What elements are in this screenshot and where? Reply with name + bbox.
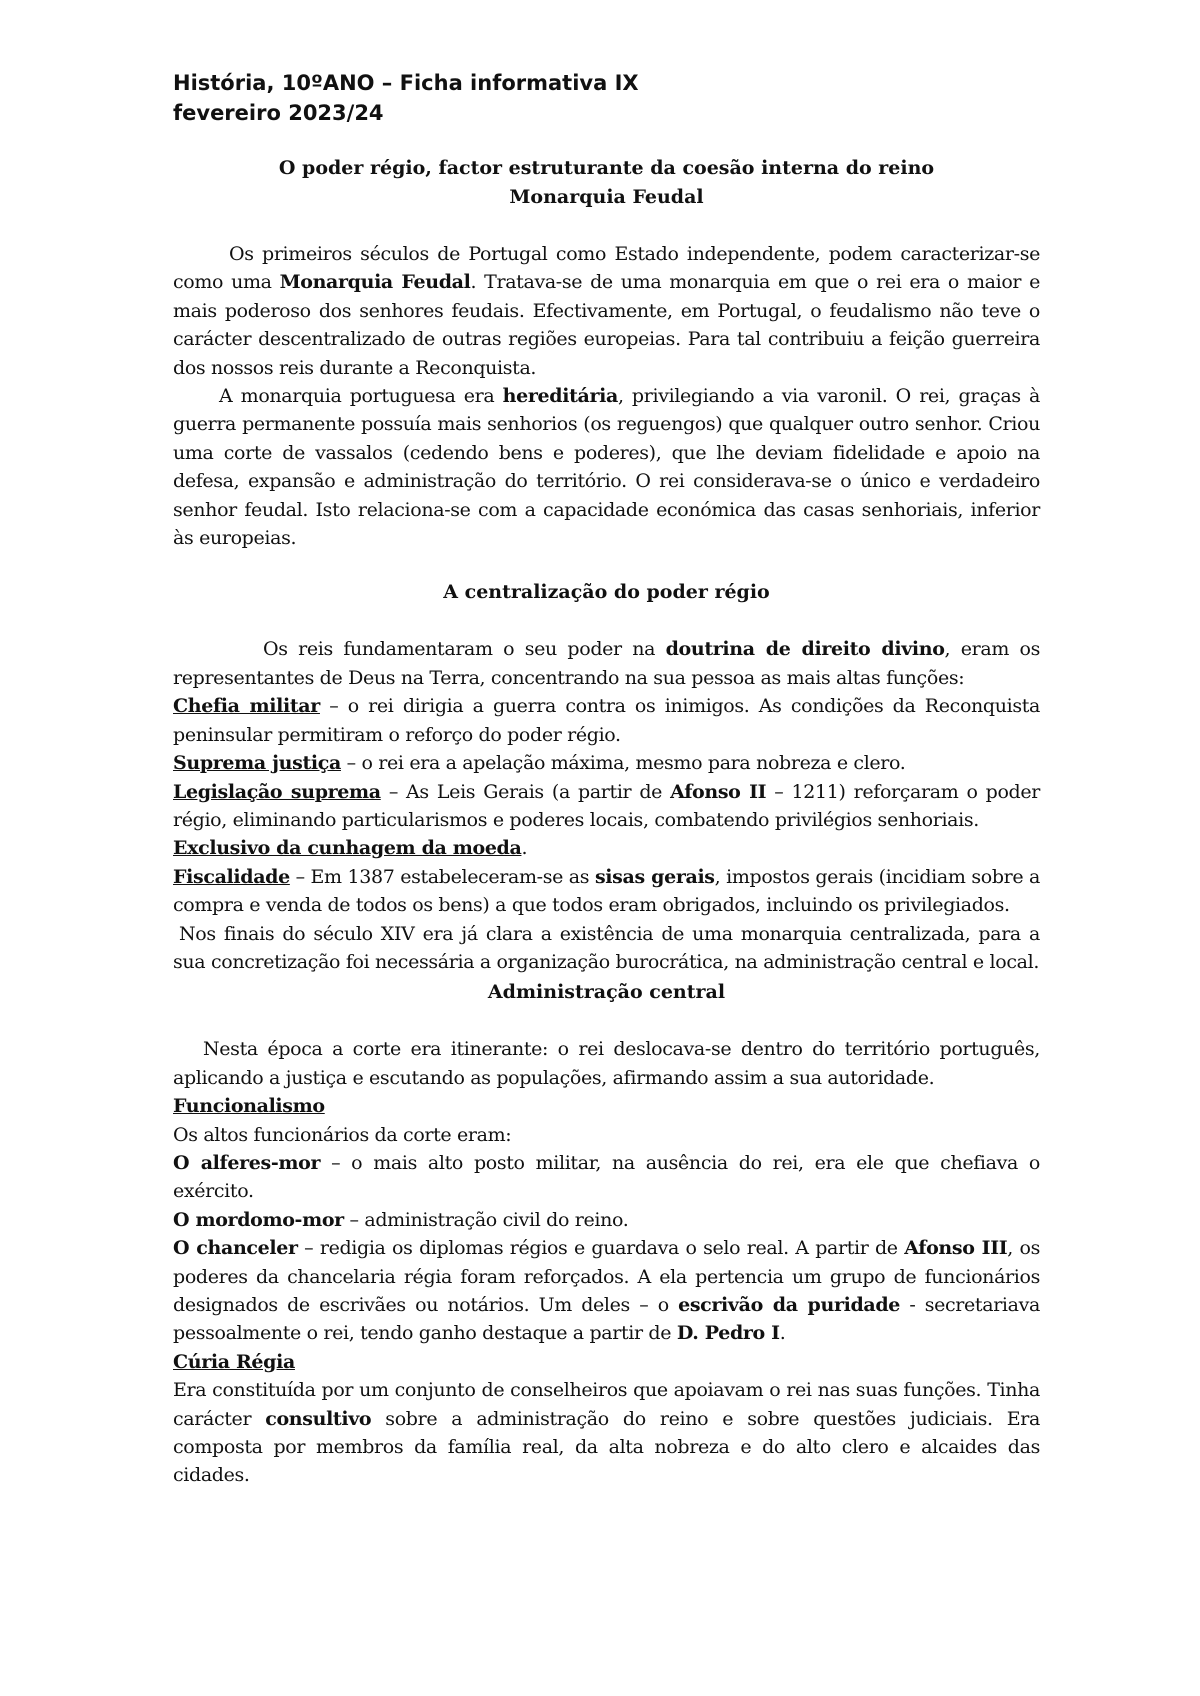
- item-legislacao-suprema: [173, 778, 1040, 835]
- item-chefia-militar: [173, 692, 1040, 749]
- alferes-text: – o mais alto posto militar, na ausência do rei, era ele que chefiava o exército.: [173, 1151, 1041, 1203]
- curia-text-b: sobre a administração do reino e sobre questões judiciais. Era composta por membros da família real, da alta nobreza e do alto clero e alcaides das cidades.: [173, 1407, 1040, 1487]
- chanceler-label: O chanceler: [173, 1237, 298, 1260]
- intro-p2-bold: hereditária: [502, 385, 618, 408]
- funcionalismo-heading: [173, 1092, 1040, 1120]
- intro-p1-bold: Monarquia Feudal: [279, 271, 471, 294]
- moeda-label: Exclusivo da cunhagem da moeda: [173, 837, 522, 860]
- title-line-2: Monarquia Feudal: [509, 186, 704, 208]
- mordomo-text: – administração civil do reino.: [343, 1208, 629, 1231]
- justica-label: Suprema justiça: [173, 752, 341, 775]
- title-line-1: O poder régio, factor estruturante da coesão interna do reino: [278, 157, 935, 179]
- fiscal-text-a: – Em 1387 estabeleceram-se as: [289, 865, 595, 888]
- justica-text: – o rei era a apelação máxima, mesmo para nobreza e clero.: [340, 752, 906, 775]
- intro-p1-text-c: . Tratava-se de uma monarquia em que o rei era o maior e mais poderoso dos senhores feudais. Efectivamente, em Portugal, o feudalismo não teve o carácter descentralizado de outras regiões europeias. Para tal contribuiu a feição guerreira dos nossos reis durante a Reconquista.: [173, 271, 1041, 379]
- curia-text-a: Era constituída por um conjunto de conselheiros que apoiavam o rei nas suas funções. Tinha carácter: [173, 1379, 1040, 1430]
- item-alferes-mor: [173, 1149, 1040, 1206]
- section-title: [173, 154, 1040, 212]
- administracao-intro: [173, 1035, 1040, 1092]
- fiscal-sisas: sisas gerais: [594, 865, 715, 888]
- legislacao-text-a: – As Leis Gerais (a partir de: [380, 780, 671, 803]
- centralizacao-intro-bold: doutrina de direito divino: [665, 638, 945, 661]
- legislacao-text-b: – 1211) reforçaram o poder régio, eliminando particularismos e poderes locais, combatendo privilégios senhoriais.: [173, 780, 1040, 831]
- heading-administracao: Administração central: [487, 981, 726, 1004]
- curia-label: Cúria Régia: [173, 1350, 295, 1373]
- legislacao-afonso: Afonso II: [670, 780, 767, 803]
- chefia-label: Chefia militar: [173, 695, 320, 718]
- chanceler-pedro: D. Pedro I: [676, 1322, 780, 1345]
- header-line-1: História, 10ºANO – Ficha informativa IX: [173, 71, 639, 95]
- intro-p2-text-a: A monarquia portuguesa era: [219, 385, 503, 408]
- item-suprema-justica: [173, 749, 1040, 777]
- administracao-intro-text: Nesta época a corte era itinerante: o rei deslocava-se dentro do território português, aplicando a justiça e escutando as populações, afirmando assim a sua autoridade.: [173, 1038, 1040, 1089]
- chanceler-afonso: Afonso III: [904, 1237, 1008, 1260]
- curia-consultivo: consultivo: [265, 1407, 372, 1430]
- item-cunhagem-moeda: [173, 834, 1040, 862]
- curia-paragraph: [173, 1376, 1040, 1490]
- centralizacao-intro-a: Os reis fundamentaram o seu poder na: [263, 638, 666, 661]
- moeda-dot: .: [521, 837, 528, 860]
- legislacao-label: Legislação suprema: [173, 780, 381, 803]
- item-fiscalidade: [173, 863, 1040, 920]
- funcionalismo-label: Funcionalismo: [173, 1095, 325, 1118]
- chanceler-text-d: .: [779, 1322, 786, 1345]
- centralizacao-intro: [173, 635, 1040, 692]
- alferes-label: O alferes-mor: [173, 1151, 321, 1174]
- heading-centralizacao: A centralização do poder régio: [443, 581, 770, 604]
- chanceler-text-a: – redigia os diplomas régios e guardava o selo real. A partir de: [297, 1237, 905, 1260]
- chanceler-text-b: , os poderes da chancelaria régia foram reforçados. A ela pertencia um grupo de funcionários designados de escrivães ou notários. Um deles – o: [173, 1237, 1040, 1316]
- chanceler-escrivao: escrivão da puridade: [678, 1294, 901, 1316]
- item-mordomo-mor: [173, 1206, 1040, 1234]
- header-line-2: fevereiro 2023/24: [173, 101, 384, 125]
- document-header: [173, 68, 1040, 128]
- centralizacao-intro-c: , eram os representantes de Deus na Terra, concentrando na sua pessoa as mais altas funções:: [173, 638, 1040, 689]
- centralizacao-final-paragraph: [173, 920, 1040, 977]
- centralizacao-final-text: Nos finais do século XIV era já clara a existência de uma monarquia centralizada, para a sua concretização foi necessária a organização burocrática, na administração central e local.: [173, 922, 1040, 973]
- fiscal-label: Fiscalidade: [173, 865, 290, 888]
- chefia-text: – o rei dirigia a guerra contra os inimigos. As condições da Reconquista peninsular permitiram o reforço do poder régio.: [173, 695, 1041, 746]
- funcionalismo-intro: [173, 1121, 1040, 1149]
- curia-heading: [173, 1348, 1040, 1376]
- intro-p1-text-a: Os primeiros séculos de Portugal como Estado independente, podem caracterizar-se como uma: [173, 243, 1040, 294]
- chanceler-text-c: - secretariava pessoalmente o rei, tendo ganho destaque a partir de: [173, 1294, 1040, 1345]
- intro-paragraph-2: [173, 382, 1040, 552]
- intro-p2-text-c: , privilegiando a via varonil. O rei, graças à guerra permanente possuía mais senhorios (os reguengos) que qualquer outro senhor. Criou uma corte de vassalos (cedendo bens e poderes), que lhe deviam fidelidade e apoio na defesa, expansão e administração do território. O rei considerava-se o único e verdadeiro senhor feudal. Isto relaciona-se com a capacidade económica das casas senhoriais, inferior às europeias.: [173, 385, 1040, 550]
- mordomo-label: O mordomo-mor: [173, 1208, 344, 1231]
- funcionalismo-intro-text: Os altos funcionários da corte eram:: [173, 1123, 512, 1146]
- fiscal-text-b: , impostos gerais (incidiam sobre a compra e venda de todos os bens) a que todos eram obrigados, incluindo os privilegiados.: [173, 865, 1040, 917]
- item-chanceler: [173, 1234, 1040, 1348]
- intro-paragraph-1: [173, 240, 1040, 382]
